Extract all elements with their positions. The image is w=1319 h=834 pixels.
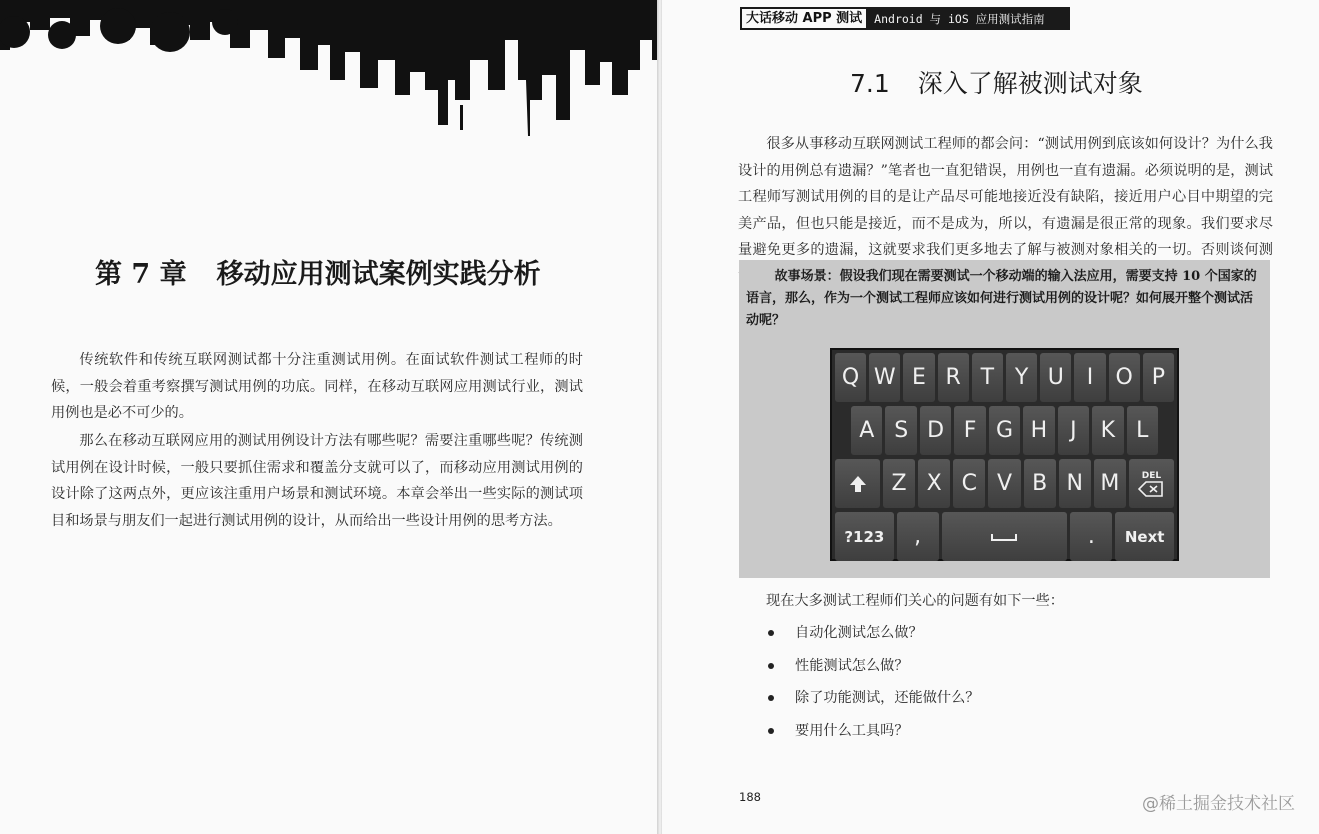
keyboard-row-3 — [835, 459, 1174, 508]
backspace-icon — [1138, 481, 1164, 497]
key-q: Q — [835, 353, 866, 402]
key-p: P — [1143, 353, 1174, 402]
key-d: D — [920, 406, 951, 455]
question-list — [766, 619, 979, 749]
header-subtitle: Android 与 iOS 应用测试指南 — [874, 11, 1045, 26]
key-s: S — [885, 406, 916, 455]
delete-key-label: DEL — [1141, 470, 1162, 481]
story-scenario-box — [739, 260, 1270, 578]
running-header — [740, 7, 1070, 30]
section-heading — [850, 64, 1143, 100]
key-i: I — [1074, 353, 1105, 402]
space-key-icon — [942, 512, 1068, 561]
bullet-icon — [768, 695, 774, 701]
delete-key — [1129, 459, 1174, 508]
bullet-icon — [768, 663, 774, 669]
keyboard-image — [830, 348, 1179, 561]
bullet-icon — [768, 630, 774, 636]
list-item-text: 除了功能测试，还能做什么？ — [795, 690, 980, 706]
list-item — [766, 684, 979, 717]
key-r: R — [938, 353, 969, 402]
key-u: U — [1040, 353, 1071, 402]
key-e: E — [903, 353, 934, 402]
key-m: M — [1094, 459, 1126, 508]
key-comma: , — [897, 512, 939, 561]
key-next: Next — [1115, 512, 1174, 561]
section-title: 深入了解被测试对象 — [917, 69, 1143, 98]
section-number: 7.1 — [850, 69, 890, 98]
chapter-number: 第 7 章 — [95, 259, 187, 290]
chapter-intro-paragraph-1: 传统软件和传统互联网测试都十分注重测试用例。在面试软件测试工程师的时候，一般会着重考察撰写测试用例的功底。同样，在移动互联网应用测试行业，测试用例也是必不可少的。 — [51, 352, 583, 421]
list-item — [766, 717, 979, 750]
key-t: T — [972, 353, 1003, 402]
bullet-icon — [768, 728, 774, 734]
list-item — [766, 619, 979, 652]
story-scenario-text: 故事场景：假设我们现在需要测试一个移动端的输入法应用，需要支持 10 个国家的语言，那么，作为一个测试工程师应该如何进行测试用例的设计呢？如何展开整个测试活动呢？ — [746, 269, 1257, 328]
key-a: A — [851, 406, 882, 455]
shift-icon — [835, 459, 880, 508]
left-page — [0, 0, 658, 834]
key-w: W — [869, 353, 900, 402]
keyboard-row-2 — [835, 406, 1174, 455]
list-item-text: 性能测试怎么做？ — [795, 657, 909, 674]
chapter-intro-paragraph-2: 那么在移动互联网应用的测试用例设计方法有哪些呢？需要注重哪些呢？传统测试用例在设计时候，一般只要抓住需求和覆盖分支就可以了，而移动应用测试用例的设计除了这两点外，更应该注重用户场景和测试环境。本章会举出一些实际的测试项目和场景与朋友们一起进行测试用例的设计，从而给出一些设计用例的思考方法。 — [51, 433, 583, 529]
key-period: . — [1070, 512, 1112, 561]
chapter-title: 移动应用测试案例实践分析 — [216, 259, 541, 290]
watermark: @稀土掘金技术社区 — [1142, 794, 1295, 814]
page-number: 188 — [739, 790, 761, 804]
key-k: K — [1092, 406, 1123, 455]
key-b: B — [1024, 459, 1056, 508]
chapter-heading — [95, 252, 635, 291]
skyline-illustration — [0, 0, 658, 140]
list-intro: 现在大多测试工程师们关心的问题有如下一些： — [766, 593, 1064, 609]
key-f: F — [954, 406, 985, 455]
key-symbols: ?123 — [835, 512, 894, 561]
key-l: L — [1127, 406, 1158, 455]
key-n: N — [1059, 459, 1091, 508]
list-item — [766, 652, 979, 685]
right-page — [662, 0, 1319, 834]
key-z: Z — [883, 459, 915, 508]
section-intro-paragraph: 很多从事移动互联网测试工程师的都会问：“测试用例到底该如何设计？为什么我设计的用例总有遗漏？”笔者也一直犯错误，用例也一直有遗漏。必须说明的是，测试工程师写测试用例的目的是让产品尽可能地接近没有缺陷，接近用户心目中期望的完美产品，但也只能是接近，而不是成为，所以，有遗漏是很正常的现象。我们要求尽量避免更多的遗漏，这就要求我们更多地去了解与被测对象相关的一切。否则谈何测 — [738, 136, 1273, 258]
key-x: X — [918, 459, 950, 508]
keyboard-row-4 — [835, 512, 1174, 561]
key-y: Y — [1006, 353, 1037, 402]
key-j: J — [1058, 406, 1089, 455]
key-o: O — [1109, 353, 1140, 402]
keyboard-row-1 — [835, 353, 1174, 402]
key-c: C — [953, 459, 985, 508]
header-brand: 大话移动 APP 测试 — [742, 9, 866, 28]
list-item-text: 要用什么工具吗？ — [795, 722, 909, 739]
key-v: V — [988, 459, 1020, 508]
key-g: G — [989, 406, 1020, 455]
list-item-text: 自动化测试怎么做？ — [795, 625, 923, 641]
key-h: H — [1023, 406, 1054, 455]
